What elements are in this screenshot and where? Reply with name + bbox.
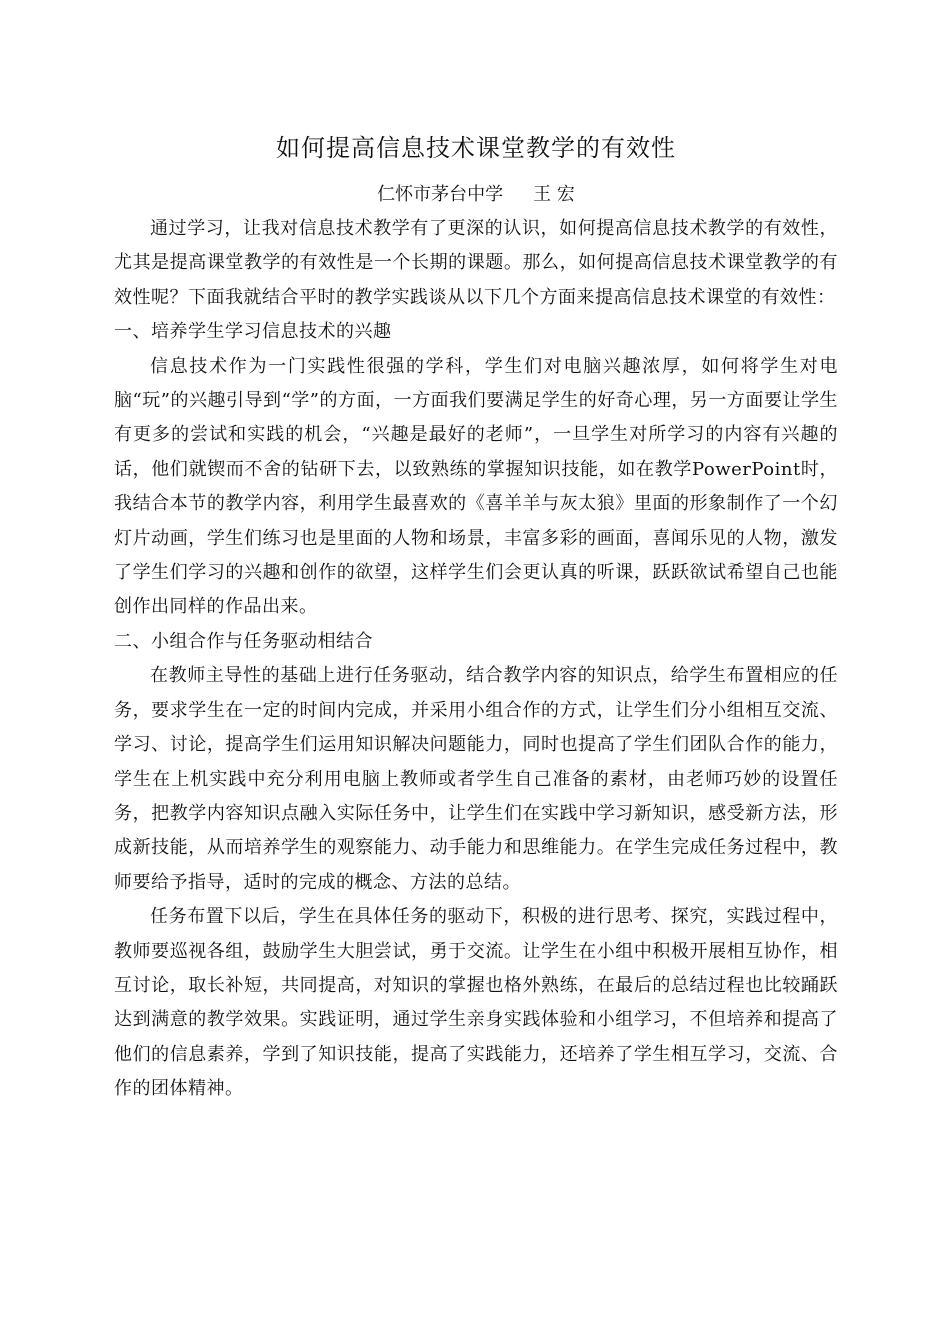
author-name: 王 宏 bbox=[533, 184, 575, 205]
section-2-paragraph-1: 在教师主导性的基础上进行任务驱动，结合教学内容的知识点，给学生布置相应的任务，要求学生在一定的时间内完成，并采用小组合作的方式，让学生们分小组相互交流、学习、讨论，提高学生们运用知识解决问题能力，同时也提高了学生们团队合作的能力，学生在上机实践中充分利用电脑上教师或者学生自己准备的素材，由老师巧妙的设置任务，把教学内容知识点融入实际任务中，让学生们在实践中学习新知识，感受新方法，形成新技能，从而培养学生的观察能力、动手能力和思维能力。在学生完成任务过程中，教师要给予指导，适时的完成的概念、方法的总结。 bbox=[114, 665, 838, 893]
section-heading-1: 一、培养学生学习信息技术的兴趣 bbox=[114, 321, 392, 343]
section-2-paragraph-2: 任务布置下以后，学生在具体任务的驱动下，积极的进行思考、探究，实践过程中，教师要巡视各组，鼓励学生大胆尝试，勇于交流。让学生在小组中积极开展相互协作，相互讨论，取长补短，共同提高，对知识的掌握也格外熟练，在最后的总结过程也比较踊跃达到满意的教学效果。实践证明，通过学生亲身实践体验和小组学习，不但培养和提高了他们的信息素养，学到了知识技能，提高了实践能力，还培养了学生相互学习，交流、合作的团体精神。 bbox=[114, 906, 838, 1100]
intro-paragraph: 通过学习，让我对信息技术教学有了更深的认识，如何提高信息技术教学的有效性，尤其是提高课堂教学的有效性是一个长期的课题。那么，如何提高信息技术课堂教学的有效性呢？下面我就结合平时的教学实践谈从以下几个方面来提高信息技术课堂的有效性： bbox=[114, 218, 838, 308]
author-line bbox=[114, 178, 838, 212]
document-page bbox=[114, 128, 838, 1107]
author-school: 仁怀市茅台中学 bbox=[377, 184, 504, 205]
document-title: 如何提高信息技术课堂教学的有效性 bbox=[276, 134, 676, 162]
section-heading-2: 二、小组合作与任务驱动相结合 bbox=[114, 630, 373, 652]
section-1-paragraph: 信息技术作为一门实践性很强的学科，学生们对电脑兴趣浓厚，如何将学生对电脑“玩”的兴趣引导到“学”的方面，一方面我们要满足学生的好奇心理，另一方面要让学生有更多的尝试和实践的机会，“兴趣是最好的老师”，一旦学生对所学习的内容有兴趣的话，他们就锲而不舍的钻研下去，以致熟练的掌握知识技能，如在教学PowerPoint时，我结合本节的教学内容，利用学生最喜欢的《喜羊羊与灰太狼》里面的形象制作了一个幻灯片动画，学生们练习也是里面的人物和场景，丰富多彩的画面，喜闻乐见的人物，激发了学生们学习的兴趣和创作的欲望，这样学生们会更认真的听课，跃跃欲试希望自己也能创作出同样的作品出来。 bbox=[114, 355, 838, 618]
